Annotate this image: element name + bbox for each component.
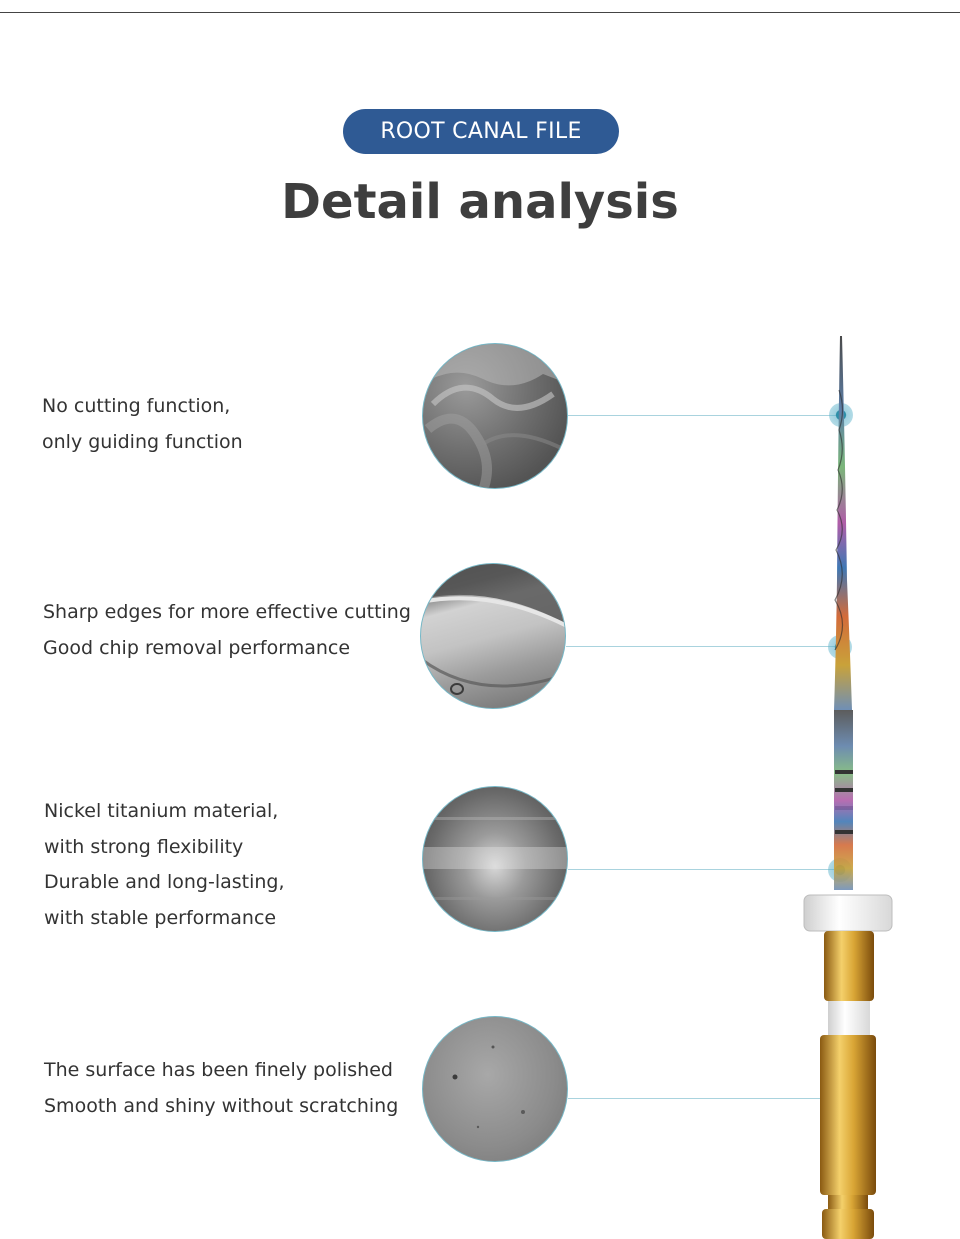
feature-3-description	[44, 794, 285, 936]
feature-3-line-3: Durable and long-lasting,	[44, 871, 285, 893]
feature-4-line-2: Smooth and shiny without scratching	[44, 1094, 399, 1117]
feature-3-line-1: Nickel titanium material,	[44, 800, 279, 822]
feature-4-line-1: The surface has been finely polished	[44, 1059, 393, 1081]
feature-1-detail-image	[422, 343, 568, 489]
root-canal-file-image	[790, 330, 900, 1239]
page-title: Detail analysis	[281, 174, 679, 230]
feature-2-line-1: Sharp edges for more effective cutting	[43, 601, 411, 623]
feature-2-detail-image	[420, 563, 566, 709]
feature-2-description	[43, 595, 411, 666]
feature-4-description	[44, 1053, 398, 1124]
feature-4-detail-image	[422, 1016, 568, 1162]
feature-3-line-2: with strong flexibility	[44, 835, 244, 858]
feature-2-line-2: Good chip removal performance	[43, 636, 351, 659]
feature-3-detail-image	[422, 786, 568, 932]
feature-1-line-2: only guiding function	[42, 430, 243, 453]
feature-1-description	[42, 389, 243, 460]
top-divider	[0, 12, 960, 13]
category-badge: ROOT CANAL FILE	[343, 109, 619, 154]
feature-1-line-1: No cutting function,	[42, 395, 231, 417]
feature-3-line-4: with stable performance	[44, 906, 277, 929]
